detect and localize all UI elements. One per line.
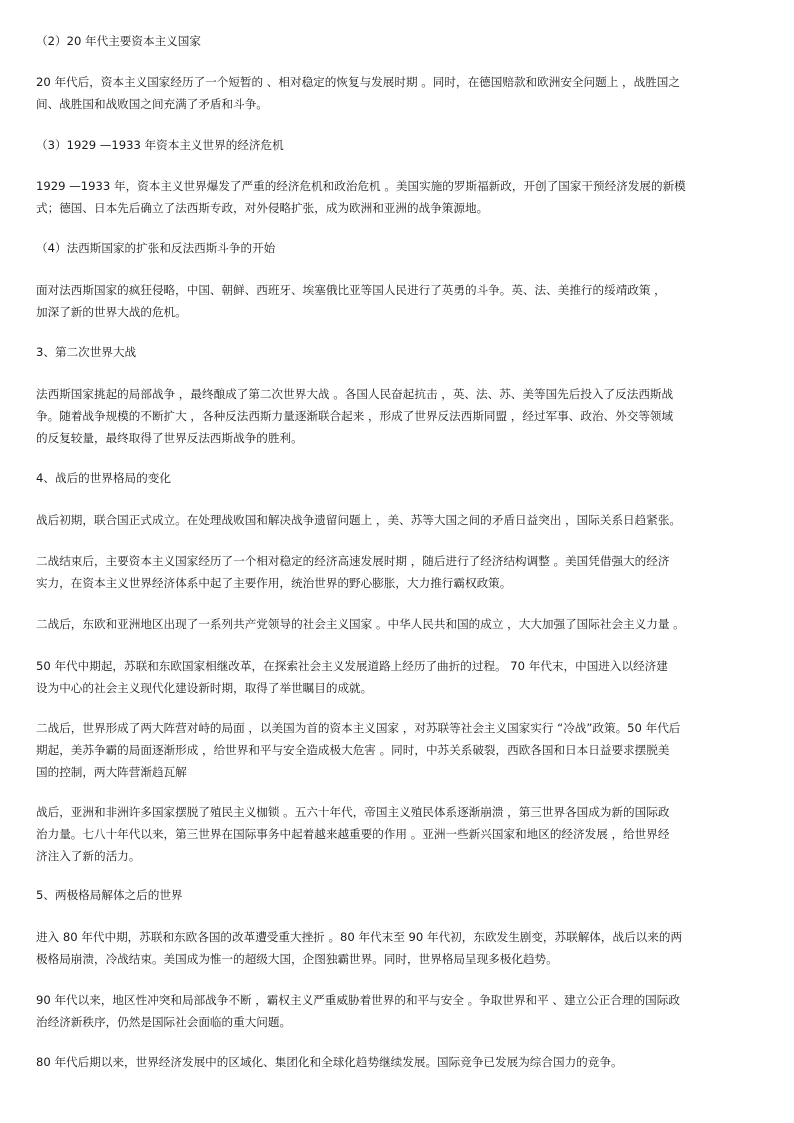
section-heading-3: （3）1929 —1933 年资本主义世界的经济危机 [36,138,284,152]
section-heading-wwii: 3、第二次世界大战 [36,345,137,359]
paragraph: 二战后，世界形成了两大阵营对峙的局面 ，以美国为首的资本主义国家 ，对苏联等社会主义国家实行 “冷战”政策。50 年代后 期起，美苏争霸的局面逐渐形成 ，给世界和平与安全造成极大危害 。同时，中苏关系破裂，西欧各国和日本日益要求摆脱美 国的控制，两大阵营渐趋瓦解 [36,721,681,779]
paragraph: 50 年代中期起，苏联和东欧国家相继改革，在探索社会主义发展道路上经历了曲折的过程。 70 年代末，中国进入以经济建 设为中心的社会主义现代化建设新时期，取得了举世瞩目的成就。 [36,659,668,695]
paragraph: 二战结束后，主要资本主义国家经历了一个相对稳定的经济高速发展时期 ，随后进行了经济结构调整 。美国凭借强大的经济 实力，在资本主义世界经济体系中起了主要作用，统治世界的野心膨胀，大力推行霸权政策。 [36,554,670,590]
paragraph: 二战后，东欧和亚洲地区出现了一系列共产党领导的社会主义国家 。中华人民共和国的成立 ，大大加强了国际社会主义力量 。 [36,617,685,631]
paragraph: 战后，亚洲和非洲许多国家摆脱了殖民主义枷锁 。五六十年代，帝国主义殖民体系逐渐崩溃 ，第三世界各国成为新的国际政 治力量。七八十年代以来，第三世界在国际事务中起着越来越重要的作用 。亚洲一些新兴国家和地区的经济发展 ，给世界经 济注入了新的活力。 [36,805,670,863]
section-heading-4: （4）法西斯国家的扩张和反法西斯斗争的开始 [36,241,276,255]
paragraph: 20 年代后，资本主义国家经历了一个短暂的 、相对稳定的恢复与发展时期 。同时，在德国赔款和欧洲安全问题上 ，战胜国之 间、战胜国和战败国之间充满了矛盾和斗争。 [36,75,680,111]
paragraph: 战后初期，联合国正式成立。在处理战败国和解决战争遗留问题上 ，美、苏等大国之间的矛盾日益突出 ，国际关系日趋紧张。 [36,513,682,527]
paragraph: 1929 —1933 年，资本主义世界爆发了严重的经济危机和政治危机 。美国实施的罗斯福新政，开创了国家干预经济发展的新模 式；德国、日本先后确立了法西斯专政，对外侵略扩张，成为欧洲和亚洲的战争策源地。 [36,179,686,215]
paragraph: 80 年代后期以来，世界经济发展中的区域化、集团化和全球化趋势继续发展。国际竞争已发展为综合国力的竞争。 [36,1055,623,1069]
section-heading-2: （2）20 年代主要资本主义国家 [36,34,201,48]
paragraph: 面对法西斯国家的疯狂侵略，中国、朝鲜、西班牙、埃塞俄比亚等国人民进行了英勇的斗争。英、法、美推行的绥靖政策 ， 加深了新的世界大战的危机。 [36,283,666,319]
paragraph: 法西斯国家挑起的局部战争 ，最终酿成了第二次世界大战 。各国人民奋起抗击 ，英、法、苏、美等国先后投入了反法西斯战 争。随着战争规模的不断扩大 ，各种反法西斯力量逐渐联合起来 ，形成了世界反法西斯同盟 ，经过军事、政治、外交等领域 的反复较量，最终取得了世界反法西斯战争的胜利。 [36,387,674,445]
section-heading-postwar: 4、战后的世界格局的变化 [36,471,171,485]
paragraph: 90 年代以来，地区性冲突和局部战争不断 ，霸权主义严重威胁着世界的和平与安全 。争取世界和平 、建立公正合理的国际政 治经济新秩序，仍然是国际社会面临的重大问题。 [36,993,680,1029]
section-heading-multipolar: 5、两极格局解体之后的世界 [36,888,183,902]
paragraph: 进入 80 年代中期，苏联和东欧各国的改革遭受重大挫折 。80 年代末至 90 年代初，东欧发生剧变，苏联解体，战后以来的两 极格局崩溃，冷战结束。美国成为惟一的超级大国，企图独霸世界。同时，世界格局呈现多极化趋势。 [36,930,683,966]
